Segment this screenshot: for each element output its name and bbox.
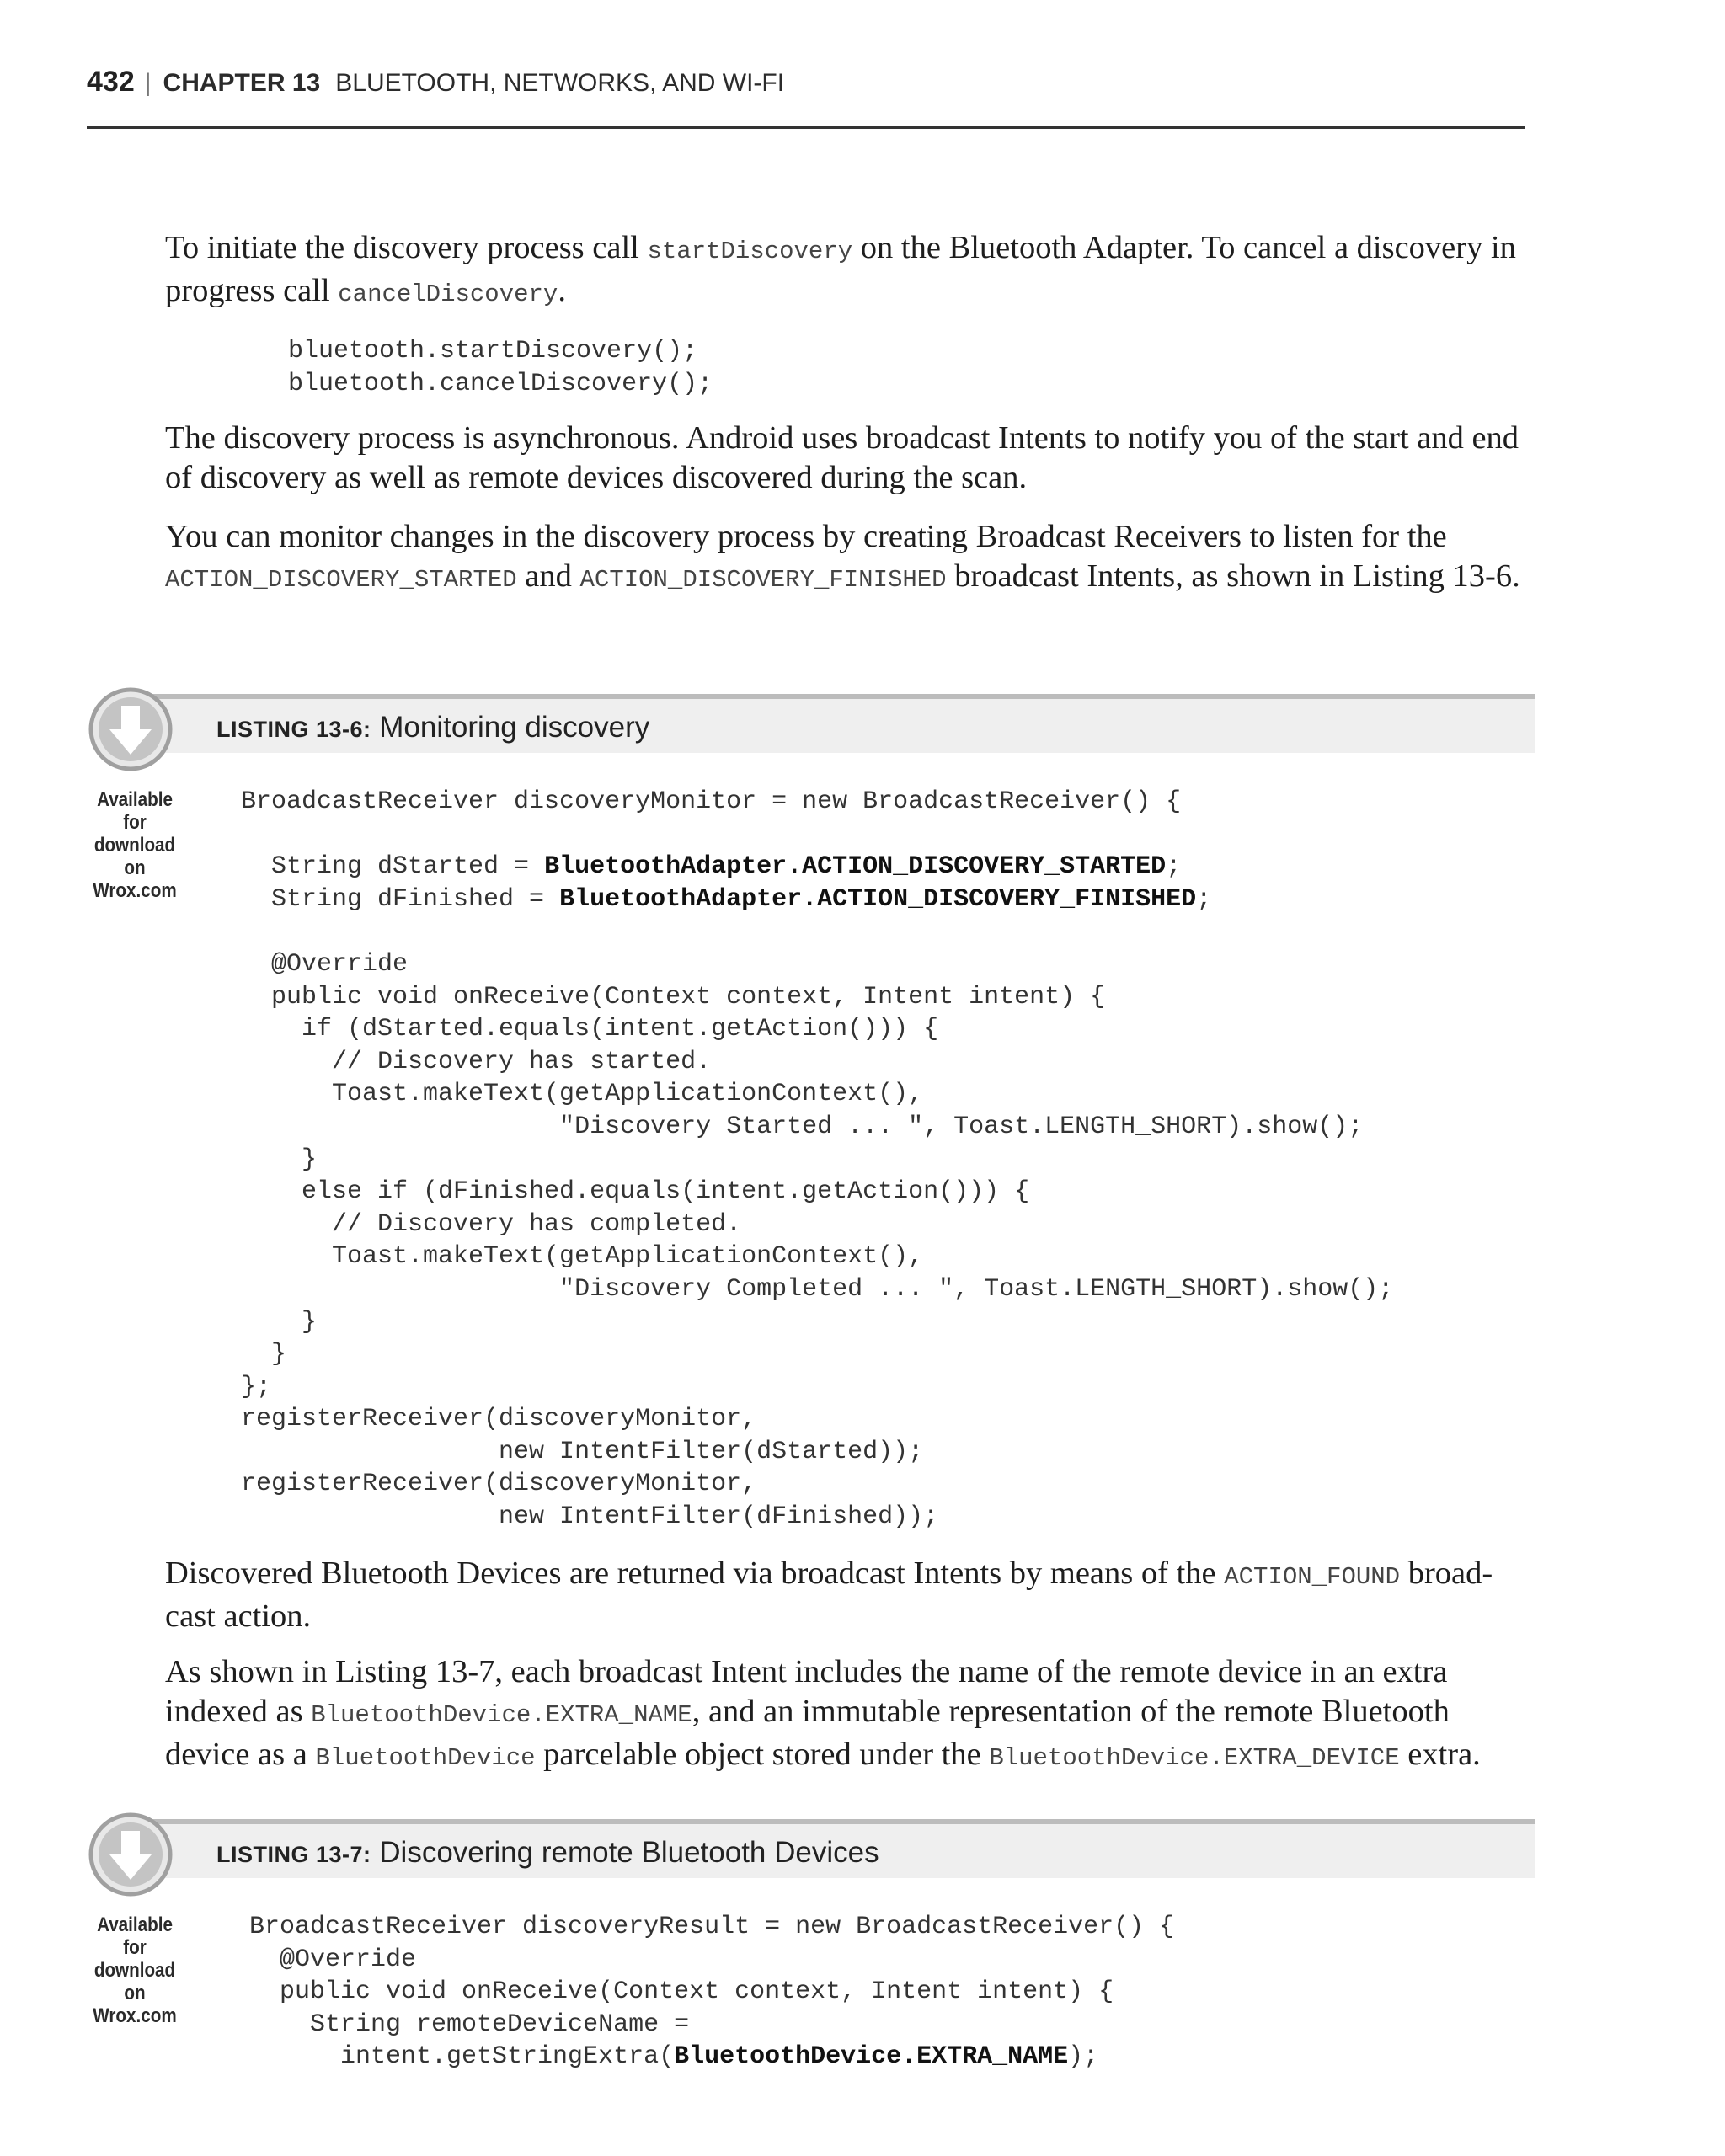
- listing-name: Discovering remote Bluetooth Devices: [379, 1836, 879, 1869]
- listing-code: BroadcastReceiver discoveryResult = new BroadcastReceiver() { @Override public void onReceive(Context context, Intent intent) { String remoteDeviceName = intent.getStringExtra(BluetoothDevice.EXTRA_NAME);: [249, 1913, 1175, 2072]
- listing-code: BroadcastReceiver discoveryMonitor = new BroadcastReceiver() { String dStarted = BluetoothAdapter.ACTION_DISCOVERY_STARTED; String dFinished = BluetoothAdapter.ACTION_DISCOVERY_FINISHED; @Override public void onReceive(Context context, Intent intent) { if (dStarted.equals(intent.getAction())) { // Discovery has started. Toast.makeText(getApplicationContext(), "Discovery Started ... ", Toast.LENGTH_SHORT).show(); } else if (dFinished.equals(intent.getAction())) { // Discovery has completed. Toast.makeText(getApplicationContext(), "Discovery Completed ... ", Toast.LENGTH_SHORT).show(); } } }; registerReceiver(discoveryMonitor, new IntentFilter(dStarted)); registerReceiver(discoveryMonitor, new IntentFilter(dFinished));: [241, 787, 1394, 1532]
- paragraph-action-found: Discovered Bluetooth Devices are returned via broadcast Intents by means of the ACTION_FOUND broadcast action.: [165, 1556, 1493, 1634]
- inline-code: startDiscovery: [647, 237, 853, 265]
- paragraph-start-discovery: To initiate the discovery process call startDiscovery on the Bluetooth Adapter. To cancel a discovery in progress call cancelDiscovery.: [165, 230, 1516, 308]
- inline-code: ACTION_DISCOVERY_FINISHED: [579, 566, 947, 594]
- listing-title: [216, 711, 649, 744]
- paragraph-monitor-changes: You can monitor changes in the discovery process by creating Broadcast Receivers to listen for the ACTION_DISCOVERY_STARTED and ACTION_DISCOVERY_FINISHED broadcast Intents, as shown in Listing 13-6.: [165, 519, 1520, 594]
- listing-label: LISTING 13-7:: [216, 1842, 371, 1867]
- inline-code: ACTION_DISCOVERY_STARTED: [165, 566, 517, 594]
- inline-code: BluetoothDevice.EXTRA_DEVICE: [989, 1744, 1400, 1772]
- paragraph-extra-name: As shown in Listing 13-7, each broadcast Intent includes the name of the remote device in an extra indexed as BluetoothDevice.EXTRA_NAME, and an immutable representation of the remote Bluetooth device as a BluetoothDevice parcelable object stored under the BluetoothDevice.EXTRA_DEVICE extra.: [165, 1654, 1481, 1772]
- chapter-label: CHAPTER 13: [163, 69, 321, 97]
- page-number: 432: [87, 66, 135, 98]
- download-caption[interactable]: Available for download on Wrox.com: [93, 1913, 177, 2027]
- inline-code: BluetoothDevice: [315, 1744, 536, 1772]
- chapter-title: BLUETOOTH, NETWORKS, AND WI-FI: [335, 69, 785, 97]
- running-header: [87, 66, 784, 99]
- download-caption[interactable]: Available for download on Wrox.com: [93, 788, 177, 902]
- inline-code: BluetoothDevice.EXTRA_NAME: [311, 1701, 692, 1729]
- download-icon[interactable]: [88, 1812, 173, 1897]
- listing-name: Monitoring discovery: [379, 711, 650, 744]
- listing-title: [216, 1836, 879, 1870]
- paragraph-async: The discovery process is asynchronous. Android uses broadcast Intents to notify you of the start and end of discovery as well as remote devices discovered during the scan.: [165, 420, 1519, 495]
- inline-code: ACTION_FOUND: [1224, 1563, 1401, 1591]
- header-separator: |: [144, 69, 152, 97]
- code-snippet: bluetooth.startDiscovery(); bluetooth.cancelDiscovery();: [288, 337, 713, 398]
- inline-code: cancelDiscovery: [338, 280, 558, 308]
- download-icon[interactable]: [88, 687, 173, 771]
- listing-label: LISTING 13-6:: [216, 717, 371, 742]
- header-rule: [87, 126, 1525, 129]
